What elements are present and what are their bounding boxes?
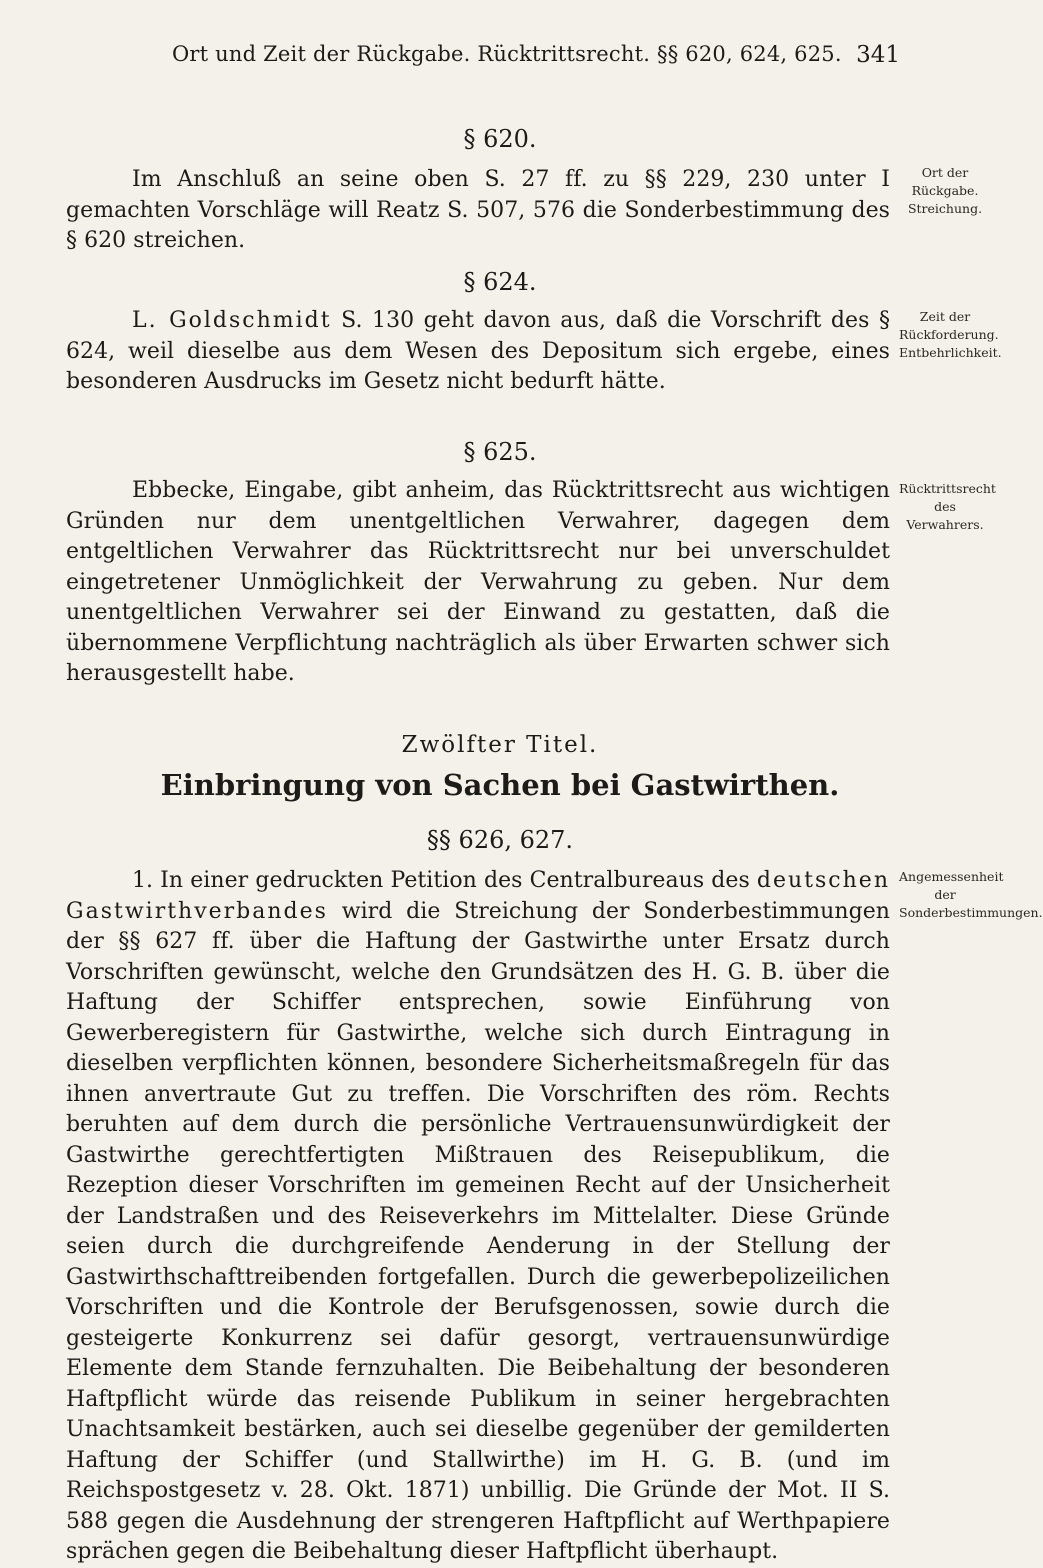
title-main: Einbringung von Sachen bei Gastwirthen.: [160, 768, 840, 802]
paragraph-626-start: 1. In einer gedruckten Petition des Centralbureaus des: [132, 868, 750, 893]
paragraph-625: Ebbecke, Eingabe, gibt anheim, das Rücktrittsrecht aus wichtigen Gründen nur dem unentgeltlichen Verwahrer, dagegen dem entgeltlichen Verwahrer das Rücktrittsrecht nur bei unverschuldet eingetretener Unmöglichkeit der Verwahrung zu geben. Nur dem unentgeltlichen Verwahrer sei der Einwand zu gestatten, daß die übernommene Verpflichtung nachträglich als über Erwarten schwer sich herausgestellt habe.: [66, 478, 890, 686]
section-heading-625: § 625.: [463, 438, 537, 466]
margin-note-620: Ort der Rückgabe. Streichung.: [907, 165, 983, 216]
paragraph-626-rest: wird die Streichung der Sonderbestimmungen der §§ 627 ff. über die Haftung der Gastwirthe unter Ersatz durch Vorschriften gewünscht, welche den Grundsätzen des H. G. B. über die Haftung der Schiffer entsprechen, sowie Einführung von Gewerberegistern für Gastwirthe, welche sich durch Eintragung in dieselben verpflichten können, besondere Sicherheitsmaßregeln für das ihnen anvertraute Gut zu treffen. Die Vorschriften des röm. Rechts beruhten auf dem durch die persönliche Vertrauensunwürdigkeit der Gastwirthe gerechtfertigten Mißtrauen des Reisepublikum, die Rezeption dieser Vorschriften im gemeinen Recht auf der Unsicherheit der Landstraßen und des Reiseverkehrs im Mittelalter. Diese Gründe seien durch die durchgreifende Aenderung in der Stellung der Gastwirthschafttreibenden fortgefallen. Durch die gewerbepolizeilichen Vorschriften und die Kontrole der Berufsgenossen, sowie durch die gesteigerte Konkurrenz sei dafür gesorgt, vertrauensunwürdige Elemente dem Stande fernzuhalten. Die Beibehaltung der besonderen Haftpflicht würde das reisende Publikum in seiner hergebrachten Unachtsamkeit bestärken, auch sei dieselbe gegenüber der gemilderten Haftung der Schiffer (und Stallwirthe) im H. G. B. (und im Reichspostgesetz v. 28. Okt. 1871) unbillig. Die Gründe der Mot. II S. 588 gegen die Ausdehnung der strengeren Haftpflicht auf Werthpapiere sprächen gegen die Beibehaltung dieser Haftpflicht überhaupt.: [66, 898, 890, 1564]
section-heading-624: § 624.: [463, 268, 537, 296]
paragraph-620: Im Anschluß an seine oben S. 27 ff. zu §§ 229, 230 unter I gemachten Vorschläge will Reatz S. 507, 576 die Sonderbestimmung des § 620 streichen.: [66, 167, 890, 253]
paragraph-624: [66, 306, 890, 398]
page-number: 341: [856, 42, 900, 68]
paragraph-626-627: [66, 866, 890, 1568]
author-name: L. Goldschmidt: [132, 308, 332, 333]
association-name: deutschen Gastwirthverbandes: [66, 868, 890, 924]
section-heading-620: § 620.: [463, 125, 537, 153]
running-header: [60, 40, 900, 76]
margin-note-626-627: Angemessenheit der Sonderbestimmungen.: [899, 869, 1043, 920]
paragraph-624-text: S. 130 geht davon aus, daß die Vorschrift des § 624, weil dieselbe aus dem Wesen des Depositum sich ergebe, eines besonderen Ausdrucks im Gesetz nicht bedurft hätte.: [66, 308, 890, 394]
running-title: Ort und Zeit der Rückgabe. Rücktrittsrecht. §§ 620, 624, 625.: [172, 42, 842, 66]
margin-note-624: Zeit der Rückforderung. Entbehrlichkeit.: [899, 309, 1002, 360]
title-label: Zwölfter Titel.: [401, 732, 599, 758]
section-heading-626-627: §§ 626, 627.: [426, 826, 574, 854]
margin-note-625: Rücktrittsrecht des Verwahrers.: [899, 481, 996, 532]
